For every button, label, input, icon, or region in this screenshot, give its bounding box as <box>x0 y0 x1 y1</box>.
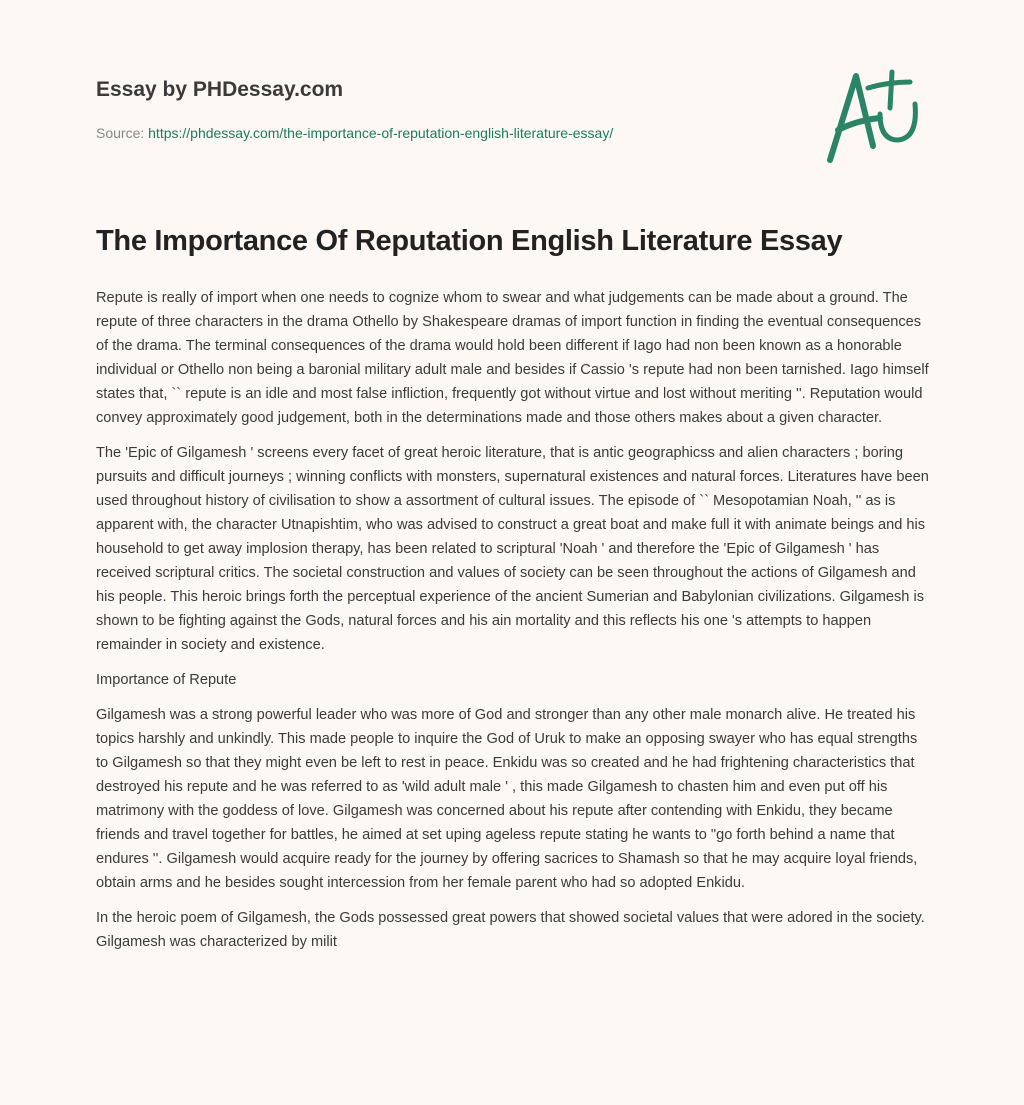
paragraph: The 'Epic of Gilgamesh ' screens every facet of great heroic literature, that is antic geographicss and alien characters ; boring pursuits and difficult journeys ; winning conflicts with monsters, supernatural existences and natural forces. Literatures have been used throughout history of civilisation to show a assortment of cultural issues. The episode of `` Mesopotamian Noah, '' as is apparent with, the character Utnapishtim, who was advised to construct a great boat and make full it with animate beings and his household to get away implosion therapy, has been related to scriptural 'Noah ' and therefore the 'Epic of Gilgamesh ' has received scriptural critics. The societal construction and values of society can be seen throughout the actions of Gilgamesh and his people. This heroic brings forth the perceptual experience of the ancient Sumerian and Babylonian civilizations. Gilgamesh is shown to be fighting against the Gods, natural forces and his ain mortality and this reflects his one 's attempts to happen remainder in society and existence. <box>96 445 929 653</box>
brand-title: Essay by PHDessay.com <box>96 78 344 101</box>
section-heading: Importance of Repute <box>96 672 237 688</box>
site-header <box>96 78 343 102</box>
source-label: Source: <box>96 125 145 141</box>
paragraph: Repute is really of import when one needs to cognize whom to swear and what judgements can be made about a ground. The repute of three characters in the drama Othello by Shakespeare dramas of import function in finding the eventual consequences of the drama. The terminal consequences of the drama would hold been different if Iago had non been known as a honorable individual or Othello non being a baronial military adult male and besides if Cassio 's repute had non been tarnished. Iago himself states that, `` repute is an idle and most false infliction, frequently got without virtue and lost without meriting ''. Reputation would convey approximately good judgement, both in the determinations made and those others makes about a given character. <box>96 290 929 426</box>
paragraph: Gilgamesh was a strong powerful leader who was more of God and stronger than any other male monarch alive. He treated his topics harshly and unkindly. This made people to inquire the God of Uruk to make an opposing swayer who has equal strengths to Gilgamesh so that they might even be left to rest in peace. Enkidu was so created and he had frightening characteristics that destroyed his repute and he was referred to as 'wild adult male ' , this made Gilgamesh to chasten him and even put off his matrimony with the goddess of love. Gilgamesh was concerned about his repute after contending with Enkidu, they became friends and travel together for battles, he aimed at set uping ageless repute stating he wants to "go forth behind a name that endures ''. Gilgamesh would acquire ready for the journey by offering sacrices to Shamash so that he may acquire loyal friends, obtain arms and he besides sought intercession from her female parent who had so adopted Enkidu. <box>96 707 918 891</box>
paragraph: In the heroic poem of Gilgamesh, the Gods possessed great powers that showed societal values that were adored in the society. Gilgamesh was characterized by milit <box>96 910 925 950</box>
essay-body <box>96 286 932 965</box>
source-line <box>96 125 613 141</box>
a-plus-logo-icon <box>818 68 928 168</box>
essay-title: The Importance Of Reputation English Literature Essay <box>96 225 843 257</box>
source-link[interactable]: https://phdessay.com/the-importance-of-reputation-english-literature-essay/ <box>148 125 614 141</box>
